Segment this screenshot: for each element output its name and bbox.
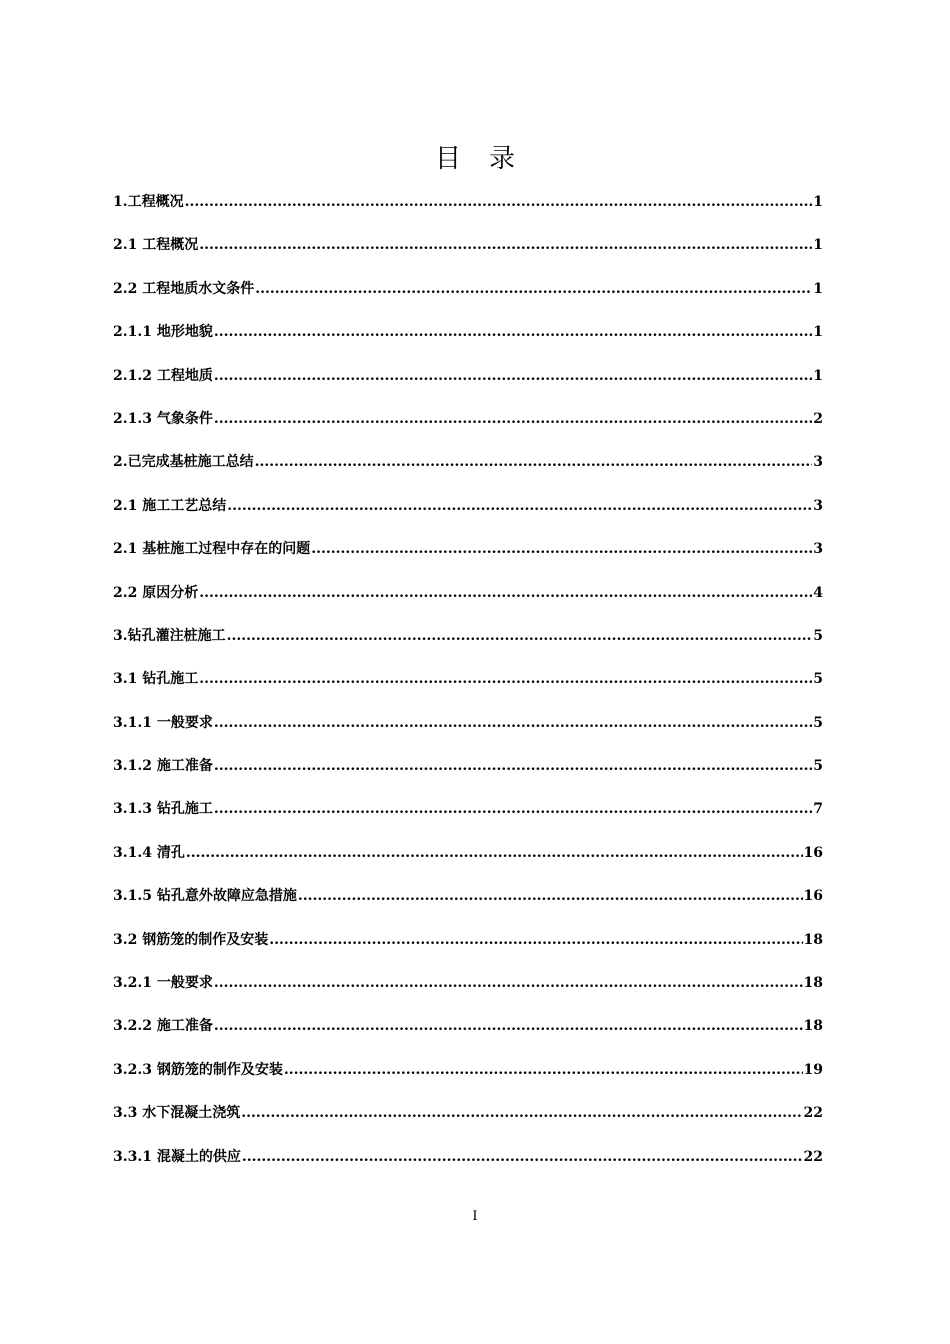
toc-leader-dots bbox=[284, 1060, 803, 1080]
toc-entry-label: 2.1 施工工艺总结 bbox=[113, 497, 227, 514]
toc-entry-label: 1.工程概况 bbox=[113, 194, 184, 210]
toc-entry-page: 1 bbox=[813, 194, 823, 210]
toc-entry-page: 1 bbox=[813, 237, 823, 254]
toc-entry-page: 1 bbox=[813, 280, 823, 297]
toc-entry[interactable] bbox=[113, 930, 823, 973]
toc-entry-page: 7 bbox=[813, 801, 823, 818]
toc-entry[interactable] bbox=[113, 322, 823, 365]
toc-leader-dots bbox=[199, 583, 812, 603]
toc-entry[interactable] bbox=[113, 1103, 823, 1146]
page-number: I bbox=[472, 1209, 478, 1224]
toc-entry[interactable] bbox=[113, 496, 823, 539]
toc-entry-label: 3.1.1 一般要求 bbox=[113, 714, 213, 731]
toc-entry-label: 2.1.2 工程地质 bbox=[113, 367, 213, 384]
toc-entry[interactable] bbox=[113, 1060, 823, 1103]
toc-entry[interactable] bbox=[113, 973, 823, 1016]
toc-entry-label: 2.1 基桩施工过程中存在的问题 bbox=[113, 541, 311, 558]
toc-leader-dots bbox=[214, 799, 812, 819]
toc-leader-dots bbox=[186, 843, 803, 863]
toc-entry-label: 3.2.2 施工准备 bbox=[113, 1018, 213, 1035]
toc-entry-label: 3.2.3 钢筋笼的制作及安装 bbox=[113, 1061, 283, 1078]
toc-leader-dots bbox=[214, 409, 812, 429]
toc-entry[interactable] bbox=[113, 799, 823, 842]
toc-entry[interactable] bbox=[113, 583, 823, 626]
toc-entry-page: 18 bbox=[803, 1018, 823, 1035]
toc-leader-dots bbox=[269, 930, 802, 950]
toc-entry[interactable] bbox=[113, 409, 823, 452]
toc-entry-page: 5 bbox=[813, 714, 823, 731]
toc-entry[interactable] bbox=[113, 669, 823, 712]
toc-entry[interactable] bbox=[113, 713, 823, 756]
toc-entry-label: 2.1.3 气象条件 bbox=[113, 410, 213, 427]
toc-leader-dots bbox=[298, 886, 803, 906]
toc-entry-page: 3 bbox=[813, 541, 823, 558]
toc-entry-page: 16 bbox=[803, 844, 823, 861]
toc-leader-dots bbox=[311, 539, 812, 559]
toc-entry-label: 2.2 工程地质水文条件 bbox=[113, 280, 255, 297]
toc-entry[interactable] bbox=[113, 756, 823, 799]
toc-leader-dots bbox=[214, 713, 812, 733]
toc-entry-page: 2 bbox=[813, 410, 823, 427]
toc-entry-label: 2.1.1 地形地貌 bbox=[113, 324, 213, 341]
toc-entry-page: 4 bbox=[813, 584, 823, 601]
toc-leader-dots bbox=[214, 756, 812, 776]
toc-entry-page: 22 bbox=[803, 1105, 823, 1122]
toc-entry-page: 1 bbox=[813, 367, 823, 384]
toc-entry-label: 3.2.1 一般要求 bbox=[113, 975, 213, 992]
toc-entry[interactable] bbox=[113, 192, 823, 235]
toc-entry-label: 3.2 钢筋笼的制作及安装 bbox=[113, 931, 269, 948]
toc-entry-page: 18 bbox=[803, 931, 823, 948]
toc-entry-page: 3 bbox=[813, 454, 823, 471]
toc-entry[interactable] bbox=[113, 843, 823, 886]
toc-entry-label: 2.2 原因分析 bbox=[113, 584, 199, 601]
toc-leader-dots bbox=[214, 1016, 803, 1036]
table-of-contents bbox=[113, 192, 823, 1190]
toc-leader-dots bbox=[214, 366, 812, 386]
toc-title: 目录 bbox=[434, 144, 543, 175]
toc-entry-label: 3.1 钻孔施工 bbox=[113, 671, 199, 688]
toc-leader-dots bbox=[199, 235, 812, 255]
toc-entry[interactable] bbox=[113, 1147, 823, 1190]
toc-entry-label: 2.已完成基桩施工总结 bbox=[113, 454, 254, 471]
toc-entry-page: 19 bbox=[803, 1061, 823, 1078]
toc-leader-dots bbox=[214, 973, 803, 993]
toc-entry[interactable] bbox=[113, 366, 823, 409]
toc-leader-dots bbox=[241, 1103, 802, 1123]
toc-entry-page: 18 bbox=[803, 975, 823, 992]
toc-leader-dots bbox=[214, 322, 812, 342]
toc-entry[interactable] bbox=[113, 452, 823, 495]
toc-entry-page: 16 bbox=[803, 888, 823, 905]
toc-entry[interactable] bbox=[113, 886, 823, 929]
toc-entry-label: 3.钻孔灌注桩施工 bbox=[113, 627, 226, 644]
toc-entry[interactable] bbox=[113, 1016, 823, 1059]
toc-entry-label: 3.1.3 钻孔施工 bbox=[113, 801, 213, 818]
toc-entry-label: 3.3.1 混凝土的供应 bbox=[113, 1148, 241, 1165]
toc-entry-page: 3 bbox=[813, 497, 823, 514]
toc-entry[interactable] bbox=[113, 235, 823, 278]
toc-entry-label: 3.1.2 施工准备 bbox=[113, 758, 213, 775]
toc-leader-dots bbox=[199, 669, 812, 689]
toc-entry[interactable] bbox=[113, 626, 823, 669]
toc-entry-label: 3.1.4 清孔 bbox=[113, 844, 185, 861]
toc-entry-label: 2.1 工程概况 bbox=[113, 237, 199, 254]
toc-entry[interactable] bbox=[113, 279, 823, 322]
toc-leader-dots bbox=[242, 1147, 803, 1167]
toc-leader-dots bbox=[227, 496, 812, 516]
toc-leader-dots bbox=[255, 279, 812, 299]
toc-entry-label: 3.1.5 钻孔意外故障应急措施 bbox=[113, 888, 297, 905]
toc-leader-dots bbox=[185, 192, 813, 212]
toc-entry-label: 3.3 水下混凝土浇筑 bbox=[113, 1105, 241, 1122]
toc-leader-dots bbox=[227, 626, 813, 646]
toc-entry[interactable] bbox=[113, 539, 823, 582]
toc-entry-page: 1 bbox=[813, 324, 823, 341]
toc-entry-page: 5 bbox=[813, 671, 823, 688]
toc-leader-dots bbox=[255, 452, 813, 472]
toc-entry-page: 5 bbox=[813, 627, 823, 644]
toc-entry-page: 22 bbox=[803, 1148, 823, 1165]
toc-entry-page: 5 bbox=[813, 758, 823, 775]
